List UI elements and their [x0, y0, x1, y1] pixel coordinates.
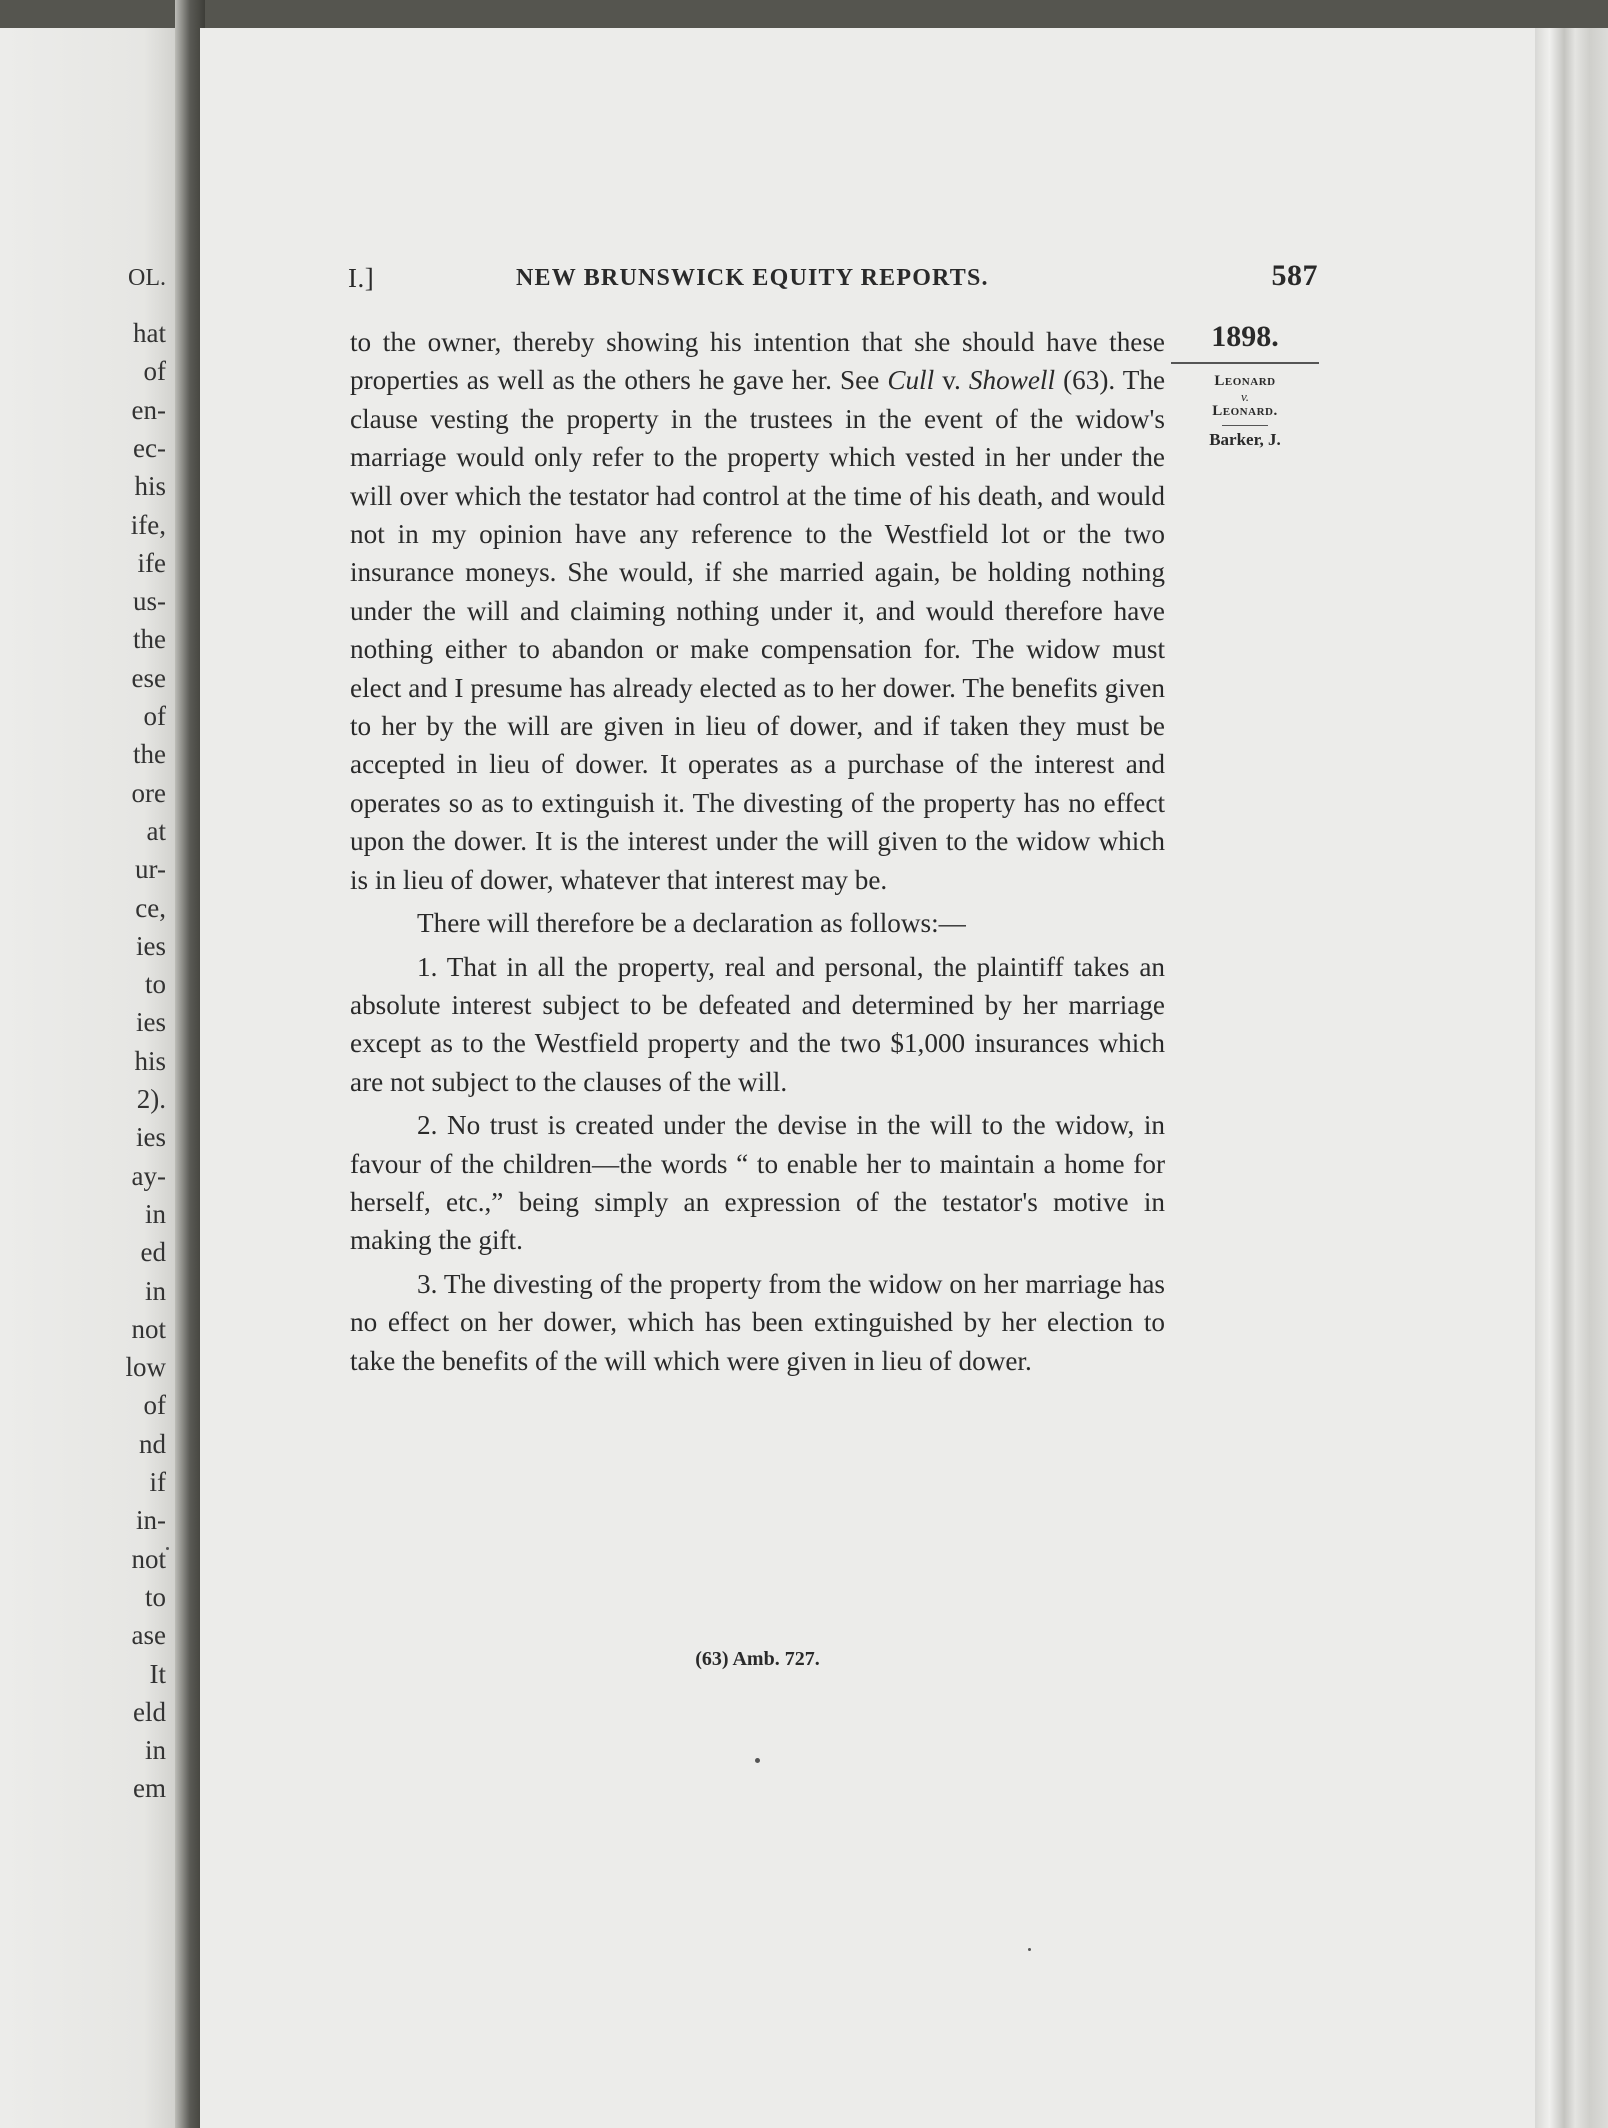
facing-page-line-fragment: in: [144, 1198, 166, 1229]
facing-page-line-fragment: in-: [136, 1505, 166, 1536]
declaration-item-2: 2. No trust is created under the devise in the will to the widow, in favour of the children—the words “ to enable her to maintain a home for herself, etc.,” being simply an expression of the testator's motive in making the gift.: [350, 1110, 1165, 1256]
facing-page-line-fragment: to: [144, 1581, 166, 1612]
declaration-item-1: 1. That in all the property, real and personal, the plaintiff takes an absolute interest subject to be defeated and determined by her marriage except as to the Westfield property and the two $1,000 insurances which are not subject to the clauses of the will.: [350, 951, 1165, 1097]
facing-page-line-fragment: ies: [136, 1007, 166, 1038]
facing-page-line-fragment: the: [133, 624, 166, 655]
facing-page-line-fragment: ec-: [133, 432, 166, 463]
paragraph-continuation: [350, 323, 1165, 899]
facing-page-line-fragment: 2).: [136, 1084, 166, 1114]
versus: v.: [1240, 389, 1250, 404]
facing-page-line-fragment: if: [149, 1467, 166, 1497]
versus-text: v.: [934, 365, 969, 396]
facing-page-line-fragment: to: [144, 969, 166, 1000]
facing-page-line-fragment: It: [149, 1658, 166, 1689]
margin-short-rule: [1222, 425, 1268, 426]
facing-page-line-fragment: ore: [131, 777, 166, 808]
margin-rule: [1171, 362, 1319, 364]
facing-page-line-fragment: us-: [133, 586, 166, 617]
facing-page-line-fragment: in: [144, 1275, 166, 1306]
party-plaintiff: Leonard: [1214, 373, 1276, 389]
facing-page-line-fragment: ce,: [135, 892, 166, 923]
facing-page-line-fragment: in: [144, 1735, 166, 1766]
facing-page-line-fragment: not: [131, 1313, 166, 1344]
facing-page-line-fragment: hat: [133, 318, 166, 348]
facing-page-line-fragment: of: [143, 1390, 166, 1421]
print-speck: [166, 1547, 169, 1550]
facing-page-line-fragment: ife,: [130, 509, 166, 540]
facing-page-left: [0, 28, 180, 2128]
case-name-cited: Cull: [887, 365, 935, 396]
print-speck: [755, 1758, 760, 1763]
facing-page-line-fragment: ies: [136, 930, 166, 961]
page-edges: [1535, 28, 1608, 2128]
facing-page-line-fragment: not: [131, 1543, 166, 1574]
declaration-item-3: 3. The divesting of the property from the widow on her marriage has no effect on her dower, which has been extinguished by her election to take the benefits of the will which were given in lieu of dower.: [350, 1268, 1165, 1376]
facing-page-line-fragment: the: [133, 739, 166, 770]
facing-page-line-fragment: ife: [137, 547, 166, 578]
body-text: [350, 323, 1165, 1380]
facing-page-line-fragment: ese: [131, 662, 166, 693]
case-year: 1898.: [1211, 320, 1279, 353]
facing-page-line-fragment: em: [133, 1773, 166, 1804]
facing-page-line-fragment: low: [125, 1352, 166, 1383]
facing-page-line-fragment: ase: [131, 1620, 166, 1651]
facing-page-line-fragment: his: [134, 471, 166, 502]
facing-page-line-fragment: ed: [140, 1237, 166, 1268]
facing-page-line-fragment: of: [143, 356, 166, 387]
facing-page-line-fragment: ay-: [131, 1160, 166, 1191]
margin-note: [1175, 320, 1315, 450]
facing-page-line-fragment: at: [146, 815, 166, 846]
footnote: (63) Amb. 727.: [695, 1648, 820, 1670]
volume-marker: I.]: [348, 263, 375, 293]
print-speck: [1028, 1948, 1031, 1951]
facing-page-line-fragment: ur-: [135, 854, 166, 885]
case-name-cited: Showell: [968, 365, 1056, 396]
facing-page-line-fragment: en-: [131, 394, 166, 425]
facing-page-line-fragment: of: [143, 701, 166, 731]
scan-top-edge: [0, 0, 1608, 30]
paragraph-text: to the owner, thereby showing his intention that she should have these properties as well as the others he gave her. See: [350, 327, 1165, 396]
facing-page-line-fragment: nd: [139, 1428, 166, 1459]
facing-page-line-fragment: ies: [136, 1122, 166, 1153]
party-defendant: Leonard.: [1212, 403, 1278, 419]
page-number: 587: [1271, 259, 1318, 292]
facing-page-line-fragment: eld: [133, 1696, 166, 1727]
facing-page-line-fragment: his: [134, 1045, 166, 1076]
report-title: NEW BRUNSWICK EQUITY REPORTS.: [516, 265, 989, 291]
judge-name: Barker, J.: [1209, 430, 1281, 449]
facing-page-header-fragment: OL.: [128, 265, 166, 291]
running-head: [348, 259, 1318, 299]
paragraph-text: (63). The clause vesting the property in the trustees in the event of the widow's marriage would only refer to the property which vested in her under the will over which the testator had control at the time of his death, and would not in my opinion have any reference to the Westfield lot or the two insurance moneys. She would, if she married again, be holding nothing under the will and claiming nothing under it, and would therefore have nothing either to abandon or make compensation for. The widow must elect and I presume has already elected as to her dower. The benefits given to her by the will are given in lieu of dower, and if taken they must be accepted in lieu of dower. It operates as a purchase of the interest and operates so as to extinguish it. The divesting of the property has no effect upon the dower. It is the interest under the will given to the widow which is in lieu of dower, whatever that interest may be.: [350, 365, 1166, 895]
declaration-intro: There will therefore be a declaration as follows:—: [417, 908, 966, 939]
